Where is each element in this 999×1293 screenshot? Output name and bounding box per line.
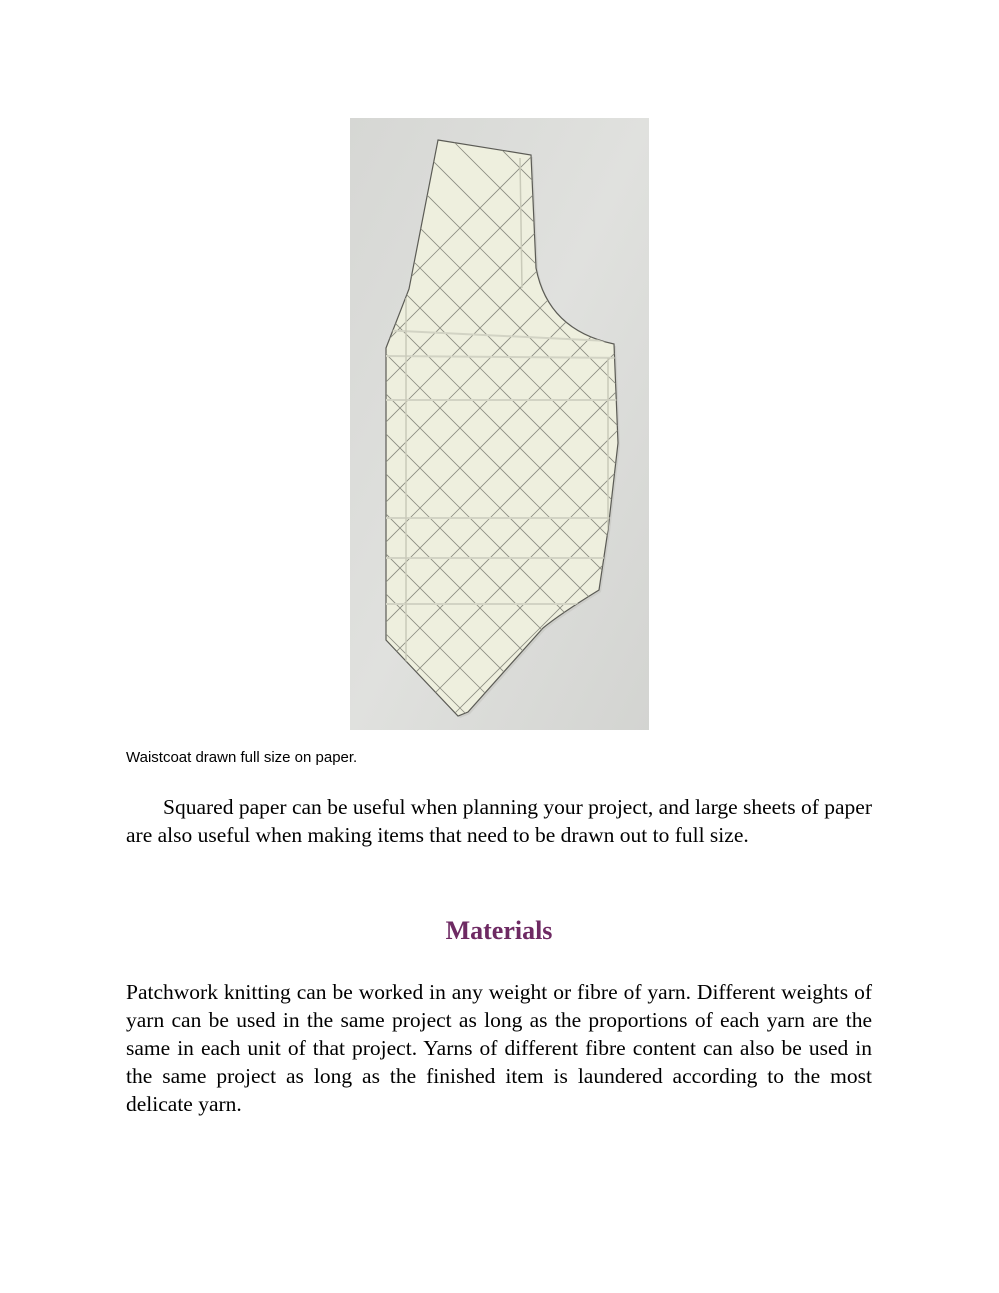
- waistcoat-pattern-photo: [350, 118, 649, 730]
- figure-caption: Waistcoat drawn full size on paper.: [126, 749, 358, 766]
- paragraph-squared-paper: Squared paper can be useful when planning your project, and large sheets of paper are also useful when making items that need to be drawn out to full size.: [126, 795, 872, 847]
- paragraph-materials: Patchwork knitting can be worked in any weight or fibre of yarn. Different weights of yarn can be used in the same project as long as the proportions of each yarn are the same in each unit of that project. Yarns of different fibre content can also be used in the same project as long as the finished item is laundered according to the most delicate yarn.: [126, 980, 872, 1116]
- section-heading-materials: Materials: [445, 916, 553, 945]
